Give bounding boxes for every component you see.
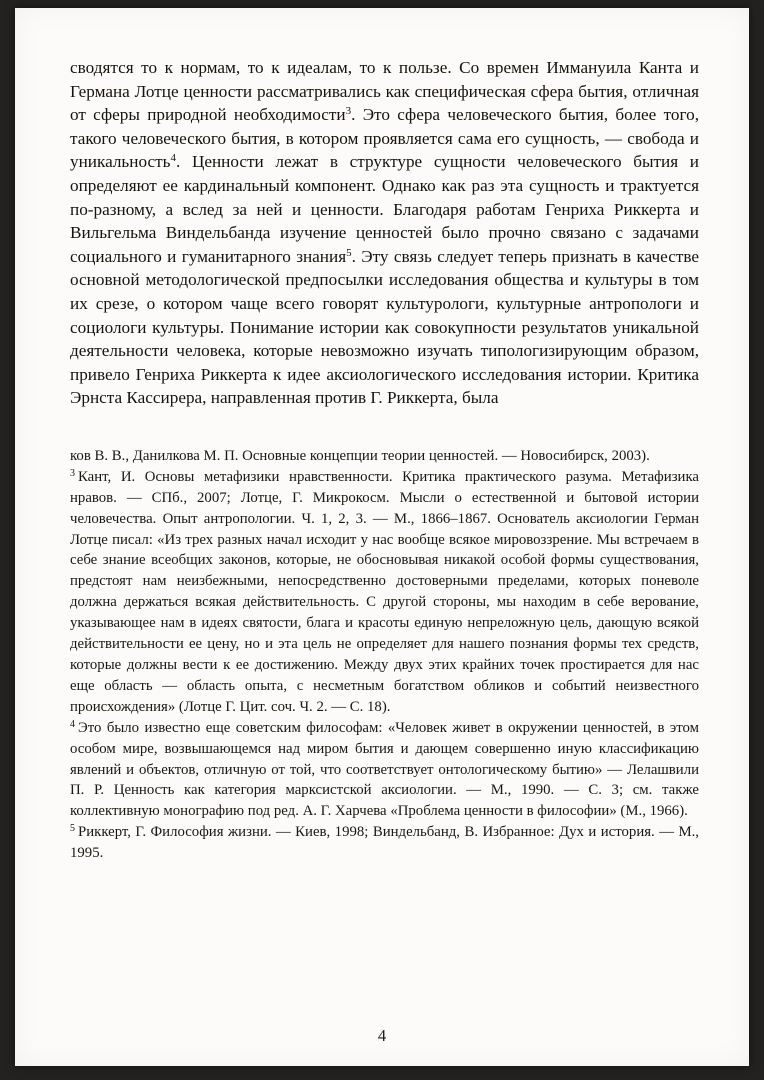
footnote-ref-4: 4 xyxy=(170,152,176,165)
body-text-segment: . Эту связь следует теперь признать в качестве основной методологической предпосылки исследования общества и культуры в том их срезе, о котором чаще всего говорят культурологи, культурные антропологи и социологи культуры. Понимание истории как совокупности результатов уникальной деятельности человека, которые невозможно изучать типологизирующим образом, привело Генриха Риккерта к идее аксиологического исследования истории. Критика Эрнста Кассирера, направленная против Г. Риккерта, была xyxy=(70,246,699,408)
footnote-ref-5: 5 xyxy=(346,246,352,259)
footnote-text: Кант, И. Основы метафизики нравственности. Критика практического разума. Метафизика нравов. — СПб., 2007; Лотце, Г. Микрокосм. Мысли о естественной и бытовой истории человечества. Опыт антропологии. Ч. 1, 2, 3. — М., 1866–1867. Основатель аксиологии Герман Лотце писал: «Из трех разных начал исходит у нас вообще всякое мировоззрение. Мы встречаем в себе знание всеобщих законов, которые, не обосновывая никакой особой формы существования, предстоят нам неизбежными, непосредственно достоверными пределами, которых поневоле должна держаться всякая действительность. С другой стороны, мы находим в себе верование, указывающее нам в идеях святости, блага и красоты единую непреложную цель, дающую всякой действительности ее цену, но и эта цель не определяет для нашего познания формы тех средств, которые должны вести к ее достижению. Между двух этих крайних точек простирается для нас еще область — область опыта, с несметным богатством обликов и событий неизвестного происхождения» (Лотце Г. Цит. соч. Ч. 2. — С. 18). xyxy=(70,468,699,715)
footnote-text: Это было известно еще советским философам: «Человек живет в окружении ценностей, в этом особом мире, возвышающемся над миром бытия и дающем совершенно иную классификацию явлений и объектов, отличную от той, что соответствует онтологическому бытию» — Лелашвили П. Р. Ценность как категория марксистской аксиологии. — М., 1990. — С. 3; см. также коллективную монографию под ред. А. Г. Харчева «Проблема ценности в философии» (М., 1966). xyxy=(70,719,699,820)
body-text-segment: сводятся то к нормам, то к идеалам, то к пользе. Со времен Иммануила Канта и Германа Лотце ценности рассматривались как специфическая сфера бытия, отличная от сферы природной необходимости xyxy=(70,58,699,125)
footnote-ref-3: 3 xyxy=(345,105,352,118)
footnote-continuation xyxy=(70,446,699,467)
page-number: 4 xyxy=(377,1026,387,1045)
footnote-text: ков В. В., Данилкова М. П. Основные концепции теории ценностей. — Новосибирск, 2003). xyxy=(70,447,650,464)
footnote-marker: 3 xyxy=(70,467,75,479)
footnote-3 xyxy=(70,467,699,718)
footnote-4 xyxy=(70,718,699,823)
main-text-paragraph xyxy=(70,56,699,410)
body-text-segment: . Ценности лежат в структуре сущности человеческого бытия и определяют ее кардинальный компонент. Однако как раз эта сущность и трактуется по-разному, а вслед за ней и ценности. Благодаря работам Генриха Риккерта и Вильгельма Виндельбанда изучение ценностей было прочно связано с задачами социального и гуманитарного знания xyxy=(70,152,699,266)
footnote-text: Риккерт, Г. Философия жизни. — Киев, 1998; Виндельбанд, В. Избранное: Дух и история. — М., 1995. xyxy=(70,824,699,862)
footnote-marker: 5 xyxy=(70,823,75,835)
body-text-segment: . Это сфера человеческого бытия, более того, такого человеческого бытия, в котором проявляется сама его сущность, — свобода и уникальность xyxy=(70,105,699,172)
footnote-marker: 4 xyxy=(70,718,75,730)
footnotes-section xyxy=(70,446,699,864)
footnote-5 xyxy=(70,822,699,864)
book-page xyxy=(15,8,749,1066)
